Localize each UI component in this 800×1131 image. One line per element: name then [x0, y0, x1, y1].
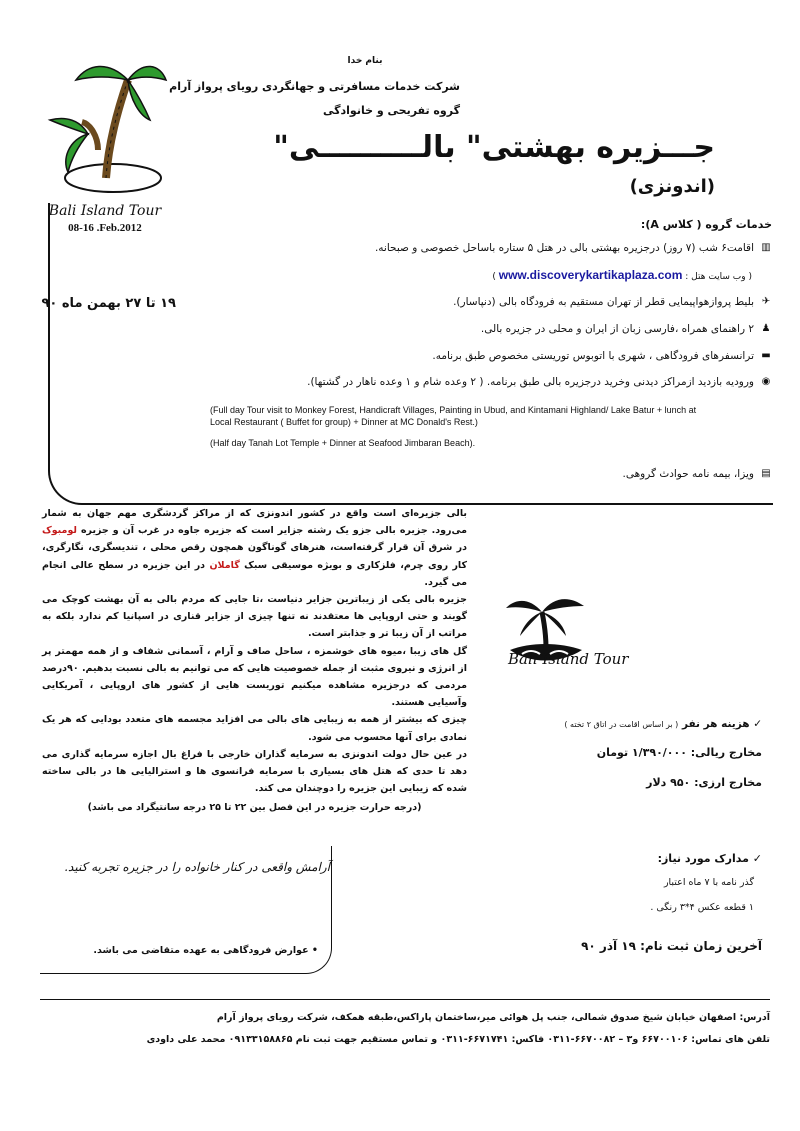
check-icon: ✓	[753, 718, 762, 730]
hotel-website-line	[352, 268, 752, 282]
registration-deadline: آخرین زمان ثبت نام: ۱۹ آذر ۹۰	[581, 939, 762, 953]
tour-date-fa: ۱۹ تا ۲۷ بهمن ماه ۹۰	[41, 296, 176, 311]
service-text: ترانسفرهای فرودگاهی ، شهری با اتوبوس توریستی مخصوص طبق برنامه.	[432, 350, 754, 362]
website-close: )	[492, 272, 496, 282]
description-paragraph: در عین حال دولت اندونزی به سرمایه گذاران خارجی با فراغ بال اجازه سرمایه گذاری می دهد تا حدی که هتل های بسیاری با سرمایه فرانسوی ها و استرالیایی ها در بالی ساخته شده که زیبایی این جزیره را دوچندان می کند.	[42, 748, 467, 795]
tour-title	[215, 130, 715, 200]
description-paragraph: بالی جزیره‌ای است واقع در کشور اندونزی که از مراکز گردشگری مهم جهان به شمار می‌رود. جزیره بالی جزو یک رشته جزایر است که جزیره جاوه در غرب آن و جزیره لومبوک در شرق آن قرار گرفته‌است، هنرهای گوناگون همچون رقص محلی ، تندیسگری، نگارگری، کار روی چرم، فلزکاری و بویژه موسیقی سبک گاملان در این جزیره در سطح عالی انجام می گیرد.	[42, 508, 468, 588]
half-day-tour-text: (Half day Tanah Lot Temple + Dinner at Seafood Jimbaran Beach).	[210, 438, 476, 448]
company-name: شرکت خدمات مسافرتی و جهانگردی رویای پرواز آرام	[169, 80, 460, 93]
service-text: ۲ راهنمای همراه ،فارسی زبان از ایران و محلی در جزیره بالی.	[480, 323, 754, 335]
plane-icon: ✈	[761, 296, 771, 307]
eye-icon: ◉	[761, 376, 771, 387]
service-item-flight	[212, 296, 772, 308]
cost-rial: مخارج ریالی: ۱/۳۹۰/۰۰۰ تومان	[596, 746, 762, 759]
service-item-hotel	[212, 242, 772, 254]
description-paragraph: جزیره بالی یکی از زیباترین جزایر دنیاست ،تا جایی که مردم بالی به آن بهشت کوچک می گویند و حتی اروپایی ها معتقدند نه تنها چیزی از جزایر قناری در اسپانیا کم ندارد بلکه به مراتب از آن زیبا تر و جذابتر است.	[42, 594, 467, 640]
hotel-website-link[interactable]: www.discoverykartikaplaza.com	[498, 268, 683, 282]
check-icon: ✓	[752, 852, 762, 865]
service-text: اقامت۶ شب (۷ روز) درجزیره بهشتی بالی در هتل ۵ ستاره باساحل خصوصی و صبحانه.	[374, 242, 754, 254]
service-text: ورودیه بازدید ازمراکز دیدنی وخرید درجزیره بالی طبق برنامه. ( ۲ وعده شام و ۱ وعده ناهار در گشتها).	[307, 376, 754, 388]
docs-title: ✓ مدارک مورد نیاز:	[657, 852, 762, 865]
services-title: خدمات گروه ( کلاس A):	[640, 218, 772, 231]
group-label: گروه تفریحی و خانوادگی	[322, 104, 460, 117]
cost-title: ✓ هزینه هر نفر ( بر اساس اقامت در اتاق ۲ تخته )	[564, 718, 762, 730]
bullet-icon: •	[311, 945, 318, 956]
airport-fee-note: • عوارض فرودگاهی به عهده متقاضی می باشد.	[93, 945, 318, 956]
service-item-sightseeing	[212, 376, 772, 388]
service-item-guide	[212, 323, 772, 335]
palm-island-icon	[28, 50, 168, 200]
bali-tour-title-left: Bali Island Tour	[48, 203, 162, 219]
service-item-visa	[212, 468, 772, 480]
tour-title-main: جـــزیره بهشتی" بالــــــــــی"	[273, 130, 715, 165]
cost-currency: مخارج ارزی: ۹۵۰ دلار	[646, 776, 762, 789]
document-icon: ▤	[761, 468, 771, 479]
bali-tour-title-right: Bali Island Tour	[508, 650, 629, 668]
guide-icon: ♟	[761, 323, 771, 334]
tour-date-en: 08-16 .Feb.2012	[68, 222, 142, 234]
cost-note: ( بر اساس اقامت در اتاق ۲ تخته )	[564, 720, 679, 729]
service-text: ویزا، بیمه نامه حوادث گروهی.	[622, 468, 754, 480]
footer-phones: تلفن های تماس: ۶۶۷۰۰۱۰۶ و۳ – ۶۶۷۰۰۸۲-۰۳۱۱ فاکس: ۶۶۷۱۷۴۱-۰۳۱۱ و تماس مستقیم جهت ثبت نام ۰۹۱۳۳۱۵۸۸۶۵ محمد علی داودی	[146, 1034, 770, 1045]
website-label: ( وب سایت هتل :	[685, 272, 752, 282]
calm-slogan: آرامش واقعی در کنار خانواده را در جزیره تجربه کنید.	[64, 860, 330, 874]
bismillah: بنام خدا	[347, 56, 383, 66]
temperature-note: (درجه حرارت جزیره در این فصل بین ۲۲ تا ۲۵ درجه سانتیگراد می باشد)	[87, 802, 422, 813]
footer-address: آدرس: اصفهان خیابان شیخ صدوق شمالی، جنب پل هوائی میر،ساختمان پاراکس،طبقه همکف، شرکت رویای پرواز آرام	[216, 1012, 770, 1023]
tour-title-sub: (اندونزی)	[629, 176, 715, 197]
bali-description	[42, 505, 467, 797]
highlight-lombok: لومبوک	[42, 525, 77, 537]
bus-icon: ▬	[761, 350, 771, 361]
footer-divider	[40, 999, 770, 1000]
doc-passport: گذر نامه با ۷ ماه اعتبار	[663, 877, 754, 888]
service-text: بلیط پروازهواپیمایی قطر از تهران مستقیم به فرودگاه بالی (دنپاسار).	[453, 296, 754, 308]
full-day-tour-text: (Full day Tour visit to Monkey Forest, Handicraft Villages, Painting in Ubud, and Kintamani Highland/ Lake Batur + lunch at Local Restaurant ( Buffet for group) + Dinner at MC Donald's Rest.)	[210, 405, 697, 427]
description-paragraph: گل های زیبا ،میوه های خوشمزه ، ساحل صاف و آرام ، آسمانی شفاف و از همه مهمتر پر از انرژی و نیروی مثبت از جمله خصوصیت هایی که می توانیم به بالی نسبت بدهیم. ۹۰درصد مردمی که درجزیره مشاهده میکنیم توریست هایی از کشور های اروپایی ، آمریکایی وآسیایی هستند.	[42, 645, 467, 709]
highlight-gamelan: گاملان	[209, 559, 240, 571]
description-paragraph: چیزی که بیشتر از همه به زیبایی های بالی می افزاید مجسمه های متعدد بودایی که هر یک نمادی برای آنها محسوب می شود.	[42, 714, 467, 743]
service-item-transfer	[212, 350, 772, 362]
doc-photo: ۱ قطعه عکس ۴*۳ رنگی .	[650, 902, 754, 913]
hotel-icon: ▥	[761, 242, 771, 253]
